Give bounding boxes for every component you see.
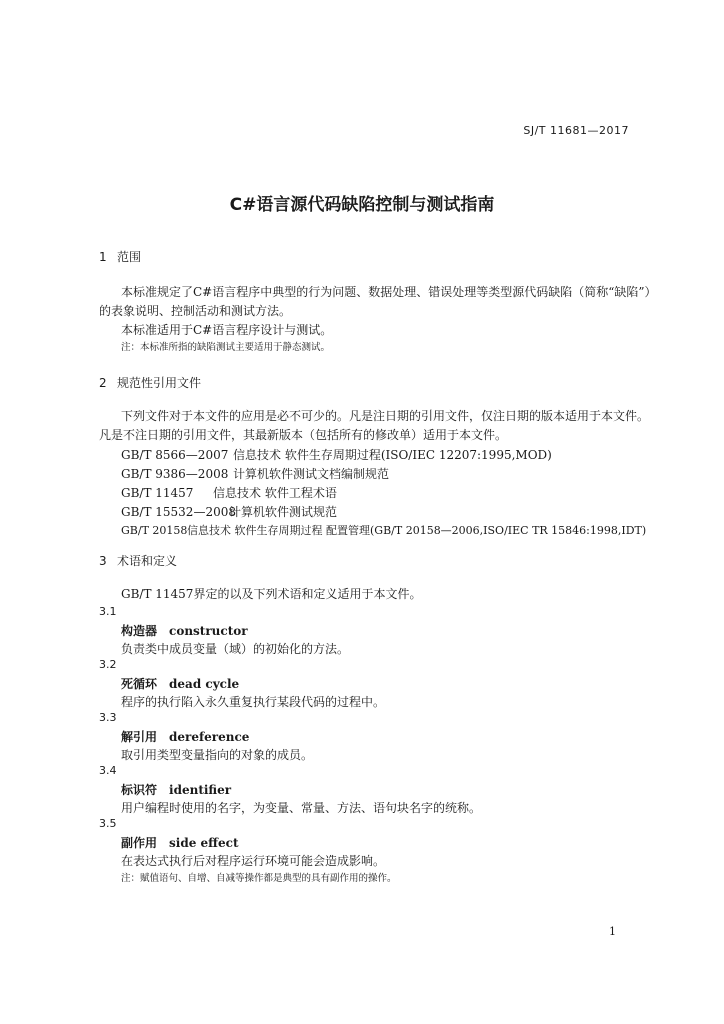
section-number: 2 [99,376,107,390]
section-1-note: 注：本标准所指的缺陷测试主要适用于静态测试。 [121,342,331,353]
term-en: side effect [169,836,239,850]
section-title: 术语和定义 [117,554,178,568]
reference-code: GB/T 8566—2007 [121,448,229,462]
term-name [121,728,249,745]
term-number: 3.1 [99,605,117,618]
term-definition: 用户编程时使用的名字，为变量、常量、方法、语句块名字的统称。 [121,801,482,815]
reference-code: GB/T 15532—2008 [121,505,236,519]
term-number: 3.3 [99,711,117,724]
section-1-heading [99,248,141,265]
reference-item [121,503,337,520]
term-number: 3.5 [99,817,117,830]
term-zh: 副作用 [121,836,158,850]
section-1-para1-line1: 本标准规定了C#语言程序中典型的行为问题、数据处理、错误处理等类型源代码缺陷（简称“缺陷”） [121,285,657,299]
term-definition: 程序的执行陷入永久重复执行某段代码的过程中。 [121,695,386,709]
term-definition: 在表达式执行后对程序运行环境可能会造成影响。 [121,854,386,868]
reference-item [121,484,337,501]
reference-title: 信息技术 软件生存周期过程 配置管理(GB/T 20158—2006,ISO/IEC TR 15846:1998,IDT) [187,524,647,537]
reference-title: 计算机软件测试规范 [229,505,338,519]
term-en: constructor [169,624,248,638]
term-name [121,781,231,798]
section-title: 规范性引用文件 [117,376,202,390]
page-number: 1 [609,925,616,938]
standard-code: SJ/T 11681—2017 [523,124,629,137]
term-name [121,675,239,692]
section-title: 范围 [117,250,142,264]
section-3-intro: GB/T 11457界定的以及下列术语和定义适用于本文件。 [121,587,422,601]
section-1-para1-line2: 的表象说明、控制活动和测试方法。 [99,304,292,318]
term-zh: 构造器 [121,624,158,638]
term-en: dead cycle [169,677,240,691]
reference-code: GB/T 11457 [121,486,194,500]
term-en: dereference [169,730,250,744]
term-number: 3.2 [99,658,117,671]
section-3-note: 注：赋值语句、自增、自减等操作都是典型的具有副作用的操作。 [121,873,397,884]
reference-title: 信息技术 软件生存周期过程(ISO/IEC 12207:1995,MOD) [233,448,552,462]
term-zh: 死循环 [121,677,158,691]
term-en: identifier [169,783,232,797]
term-zh: 标识符 [121,783,158,797]
term-number: 3.4 [99,764,117,777]
reference-item [121,522,646,538]
section-number: 1 [99,250,107,264]
section-1-para2: 本标准适用于C#语言程序设计与测试。 [121,323,333,337]
document-title: C#语言源代码缺陷控制与测试指南 [229,195,495,215]
reference-code: GB/T 20158 [121,524,188,537]
term-name [121,834,239,851]
section-2-para-line1: 下列文件对于本文件的应用是必不可少的。凡是注日期的引用文件，仅注日期的版本适用于本文件。 [121,409,650,423]
term-definition: 负责类中成员变量（域）的初始化的方法。 [121,642,350,656]
reference-title: 计算机软件测试文档编制规范 [233,467,390,481]
reference-item [121,446,552,463]
section-2-para-line2: 凡是不注日期的引用文件，其最新版本（包括所有的修改单）适用于本文件。 [99,428,508,442]
term-zh: 解引用 [121,730,158,744]
reference-title: 信息技术 软件工程术语 [213,486,337,500]
reference-code: GB/T 9386—2008 [121,467,229,481]
term-definition: 取引用类型变量指向的对象的成员。 [121,748,314,762]
section-2-heading [99,374,201,391]
term-name [121,622,248,639]
section-number: 3 [99,554,107,568]
section-3-heading [99,552,177,569]
reference-item [121,465,389,482]
